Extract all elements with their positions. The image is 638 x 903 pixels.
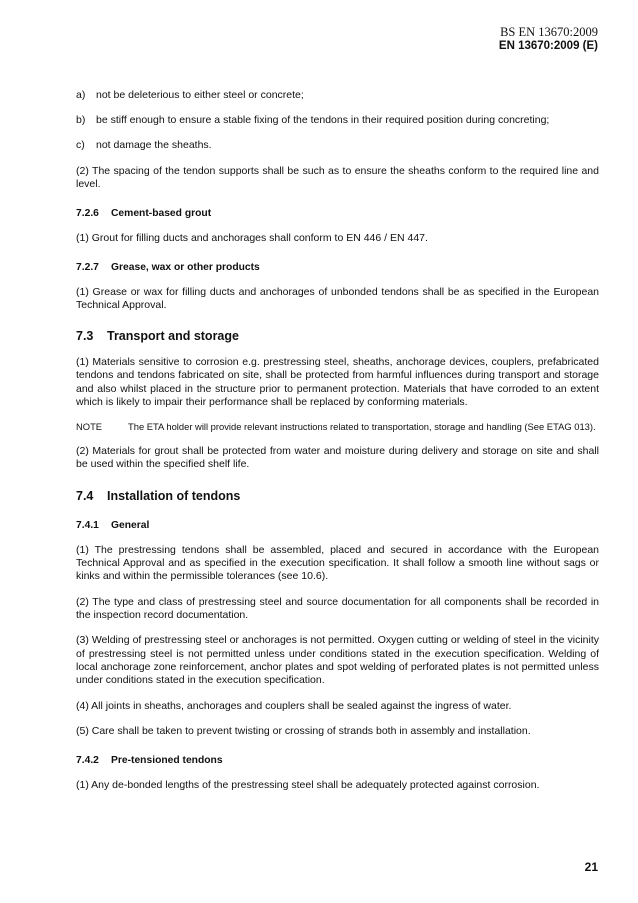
section-heading [76, 261, 599, 274]
paragraph: (1) Materials sensitive to corrosion e.g. prestressing steel, sheaths, anchorage devices, couplers, prefabricated tendons and tendons fabricated on site, shall be protected from harmful influences during transport and storage and also whilst placed in the structure prior to permanent protection. Materials that have corroded to an extent which is likely to impair their performance shall be replaced by conforming materials. [76, 355, 599, 409]
paragraph: (1) Grout for filling ducts and anchorages shall conform to EN 446 / EN 447. [76, 231, 428, 244]
paragraph: (2) Materials for grout shall be protected from water and moisture during delivery and storage on site and shall be used within the specified shelf life. [76, 444, 599, 471]
list-label: b) [76, 114, 86, 127]
list-item [76, 139, 599, 152]
section-number: 7.4.1 [76, 520, 99, 532]
list-item [76, 89, 599, 102]
section-number: 7.2.7 [76, 262, 99, 274]
page-header [499, 25, 598, 54]
list-text: not be deleterious to either steel or concrete; [96, 89, 304, 101]
paragraph: (5) Care shall be taken to prevent twisting or crossing of strands both in assembly and installation. [76, 724, 531, 737]
page-body [76, 89, 599, 804]
list-text: be stiff enough to ensure a stable fixing of the tendons in their required position during concreting; [96, 114, 550, 127]
paragraph: (2) The spacing of the tendon supports shall be such as to ensure the sheaths conform to the required line and level. [76, 164, 599, 191]
note-text: The ETA holder will provide relevant instructions related to transportation, storage and handling (See ETAG 013). [128, 421, 596, 433]
section-number: 7.3 [76, 329, 94, 344]
list-label: c) [76, 139, 85, 152]
standard-number-language: EN 13670:2009 (E) [498, 40, 598, 52]
section-heading [76, 207, 599, 220]
paragraph: (4) All joints in sheaths, anchorages and couplers shall be sealed against the ingress of water. [76, 699, 512, 712]
section-title: Pre-tensioned tendons [111, 755, 223, 767]
paragraph: (3) Welding of prestressing steel or anchorages is not permitted. Oxygen cutting or welding of steel in the vicinity of prestressing steel is not permitted unless under conditions stated in the execution specification. Welding of local anchorage zone reinforcement, anchor plates and spot welding of perforated plates is not permitted unless under conditions stated in the execution specification. [76, 634, 599, 687]
section-title: Installation of tendons [107, 488, 241, 503]
list-item [76, 114, 599, 127]
paragraph: (1) The prestressing tendons shall be assembled, placed and secured in accordance with the European Technical Approval and as specified in the execution specification. It shall follow a smooth line without sags or kinks and within the permissible tolerances (see 10.6). [76, 543, 599, 583]
section-title: Grease, wax or other products [111, 262, 260, 274]
section-heading [76, 330, 599, 343]
list-text: not damage the sheaths. [96, 139, 212, 152]
section-number: 7.2.6 [76, 208, 99, 220]
note [76, 421, 599, 434]
note-tag: NOTE [76, 421, 103, 433]
section-title: Transport and storage [107, 329, 239, 344]
section-heading [76, 754, 599, 767]
section-number: 7.4.2 [76, 755, 99, 767]
section-title: Cement-based grout [111, 208, 212, 220]
standard-number: BS EN 13670:2009 [500, 25, 598, 39]
section-number: 7.4 [76, 488, 94, 503]
section-heading [76, 490, 599, 503]
list-label: a) [76, 89, 86, 101]
page-number: 21 [584, 860, 598, 874]
paragraph: (1) Grease or wax for filling ducts and anchorages of unbonded tendons shall be as specified in the European Technical Approval. [76, 285, 599, 312]
section-heading [76, 519, 599, 532]
section-title: General [111, 520, 150, 532]
paragraph: (2) The type and class of prestressing steel and source documentation for all components shall be recorded in the inspection record documentation. [76, 595, 599, 621]
paragraph: (1) Any de-bonded lengths of the prestressing steel shall be adequately protected against corrosion. [76, 778, 540, 791]
